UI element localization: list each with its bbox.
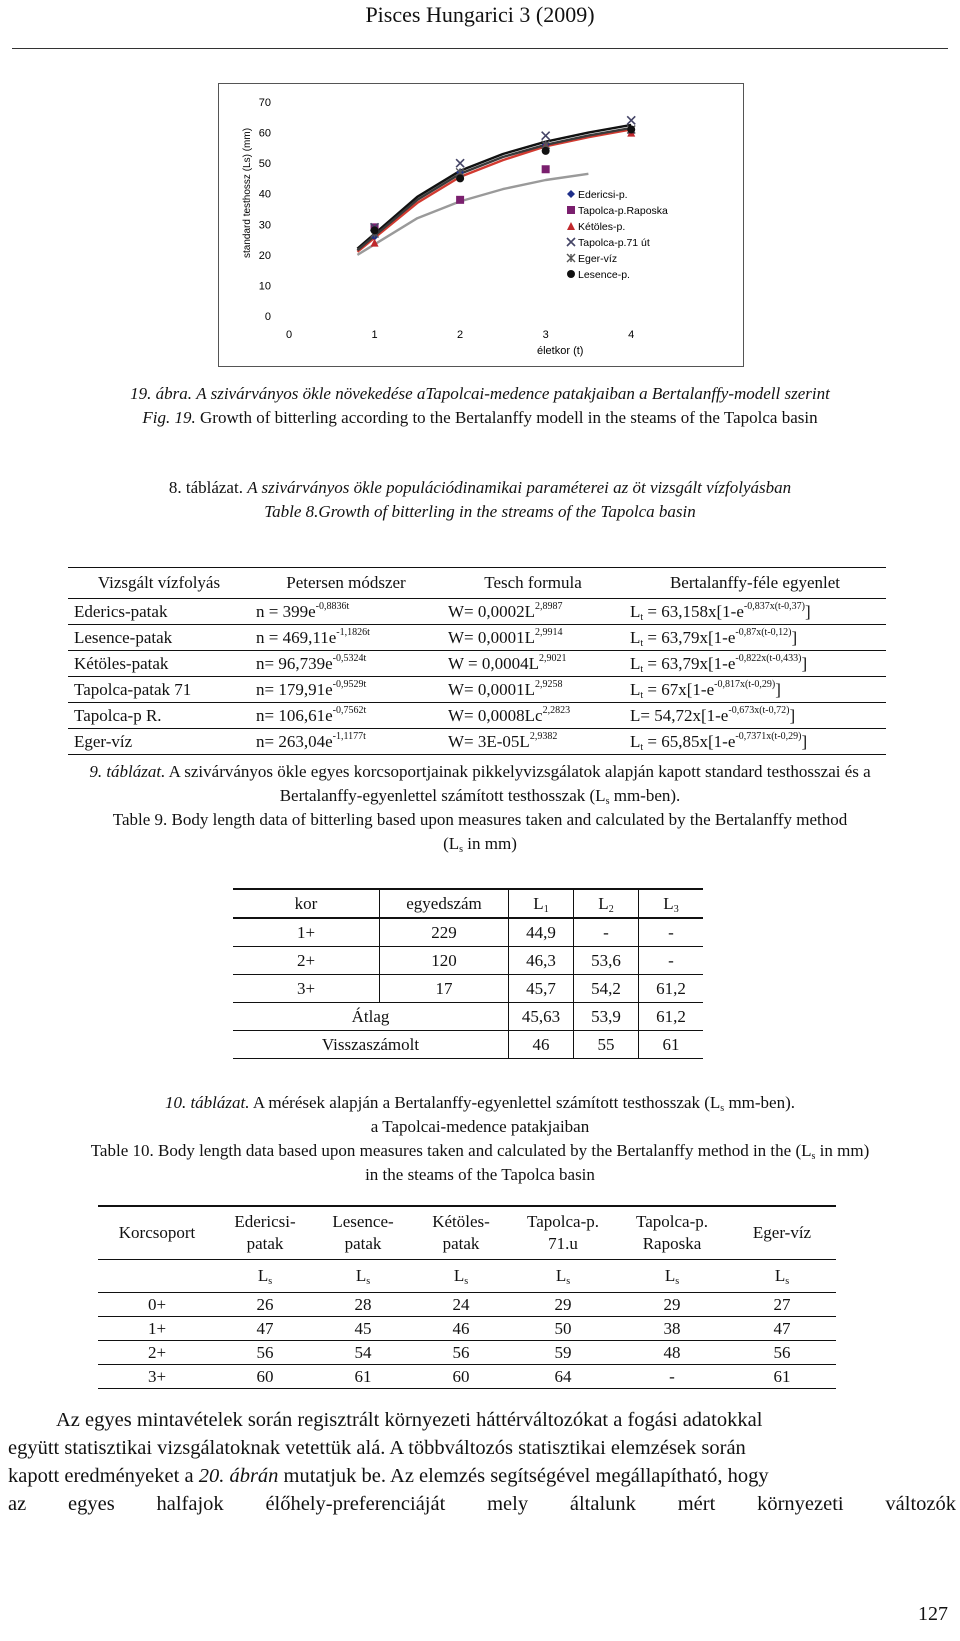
table8-row <box>68 677 886 703</box>
table10-ls-cell <box>98 1260 216 1293</box>
table8-cell: $W= 0,0001L^{2,9258}$ <box>442 677 624 703</box>
table9-header-l3: $L_3$ <box>639 889 704 918</box>
table8-cell: $L_t = 63,79x[1-e^{-0,87x(t-0,12)}]$ <box>624 625 886 651</box>
table10 <box>98 1205 836 1389</box>
table8-cell: $W= 3E-05L^{2,9382}$ <box>442 729 624 755</box>
table9-cell: - <box>574 918 639 947</box>
table10-cell: 3+ <box>98 1365 216 1389</box>
table10-ls-cell: $L_s$ <box>728 1260 836 1293</box>
table8-row <box>68 703 886 729</box>
table9-cell: Átlag <box>233 1003 509 1031</box>
table10-cell: 61 <box>314 1365 412 1389</box>
table10-row <box>98 1341 836 1365</box>
table10-ls-row <box>98 1260 836 1293</box>
data-point <box>567 206 575 214</box>
table8-cell: Eger-víz <box>68 729 250 755</box>
table8-cell: $L_t = 63,158x[1-e^{-0,837x(t-0,37)}]$ <box>624 599 886 625</box>
table9-caption-en-1: Table 9. Body length data of bitterling based upon measures taken and calculated by the Bertalanffy method <box>112 810 848 829</box>
table10-header: Eger-víz <box>728 1206 836 1260</box>
x-tick-label: 4 <box>628 329 635 341</box>
table8-cell: $n= 263,04e^{-1,1177t}$ <box>250 729 442 755</box>
table10-caption-hu-1: 10. táblázat. A mérések alapján a Bertalanffy-egyenlettel számított testhosszak ($L_s$ mm-ben). <box>164 1093 796 1114</box>
table10-cell: 48 <box>616 1341 728 1365</box>
table9-header-l2: $L_2$ <box>574 889 639 918</box>
table9-cell: 45,63 <box>509 1003 574 1031</box>
table10-cell: 56 <box>412 1341 510 1365</box>
table10-cell: 56 <box>728 1341 836 1365</box>
table9-cell: 2+ <box>233 947 380 975</box>
table8-cell: Tapolca-patak 71 <box>68 677 250 703</box>
data-point <box>542 147 550 155</box>
table9-header-kor: kor <box>233 889 380 918</box>
table9-row-visszaszamolt <box>233 1031 703 1059</box>
data-point <box>567 222 575 230</box>
figure-caption-en: Fig. 19. Growth of bitterling according to the Bertalanffy modell in the steams of the Tapolca basin <box>142 408 818 427</box>
table8-cell: $L_t = 63,79x[1-e^{-0,822x(t-0,433)}]$ <box>624 651 886 677</box>
table10-cell: 60 <box>216 1365 314 1389</box>
x-tick-label: 0 <box>285 329 293 341</box>
data-point <box>627 116 635 124</box>
table9-cell: 46 <box>509 1031 574 1059</box>
table8-cell: $L_t = 67x[1-e^{-0,817x(t-0,29)}]$ <box>624 677 886 703</box>
table8-cell: $W = 0,0004L^{2,9021}$ <box>442 651 624 677</box>
table10-header: Korcsoport <box>98 1206 216 1260</box>
table8-cell: $W= 0,0001L^{2,9914}$ <box>442 625 624 651</box>
data-point <box>542 165 550 173</box>
table8-row <box>68 599 886 625</box>
table9-cell: 44,9 <box>509 918 574 947</box>
table10-ls-cell: $L_s$ <box>616 1260 728 1293</box>
table8-cell: Lesence-patak <box>68 625 250 651</box>
table9-cell: 54,2 <box>574 975 639 1003</box>
table9-cell: - <box>639 947 704 975</box>
table10-ls-cell: $L_s$ <box>510 1260 616 1293</box>
data-point <box>567 254 575 262</box>
y-tick-label: 50 <box>258 158 271 171</box>
data-point <box>456 159 464 167</box>
table9-caption-hu-1: 9. táblázat. A szivárványos ökle egyes korcsoportjainak pikkelyvizsgálatok alapján kapott standard testhosszai és a <box>89 762 871 781</box>
table10-caption-en-1: Table 10. Body length data based upon measures taken and calculated by the Bertalanffy method in the ($L_s$ in mm) <box>90 1141 870 1162</box>
legend-label: Edericsi-p. <box>578 189 628 201</box>
table10-cell: 60 <box>412 1365 510 1389</box>
table10-ls-cell: $L_s$ <box>216 1260 314 1293</box>
x-axis-label: életkor (t) <box>537 345 584 357</box>
table10-header: Lesence- patak <box>314 1206 412 1260</box>
table8-header: Vizsgált vízfolyás <box>68 568 250 599</box>
table10-row <box>98 1293 836 1317</box>
table8-header: Petersen módszer <box>250 568 442 599</box>
legend-label: Kétöles-p. <box>578 221 626 233</box>
table8-header: Tesch formula <box>442 568 624 599</box>
table10-cell: 38 <box>616 1317 728 1341</box>
table8-cell: $n = 469,11e^{-1,1826t}$ <box>250 625 442 651</box>
y-tick-label: 60 <box>258 127 271 140</box>
data-point <box>567 190 575 198</box>
table9-cell: 61 <box>639 1031 704 1059</box>
table9-header-l1: $L_1$ <box>509 889 574 918</box>
y-tick-label: 30 <box>258 219 271 232</box>
table8-cell: Tapolca-p R. <box>68 703 250 729</box>
table8-cell: $n= 106,61e^{-0,7562t}$ <box>250 703 442 729</box>
table8-header: Bertalanffy-féle egyenlet <box>624 568 886 599</box>
x-tick-label: 2 <box>457 329 464 341</box>
table9-cell: 61,2 <box>639 975 704 1003</box>
table10-header: Tapolca-p. Raposka <box>616 1206 728 1260</box>
table9-cell: 120 <box>380 947 509 975</box>
table10-row <box>98 1365 836 1389</box>
table9 <box>233 888 703 1059</box>
table9-caption-en-2: ($L_s$ in mm) <box>443 834 517 855</box>
table10-cell: 29 <box>510 1293 616 1317</box>
table10-cell: 29 <box>616 1293 728 1317</box>
table10-header: Kétöles- patak <box>412 1206 510 1260</box>
y-axis-label: standard testhossz (Ls) (mm) <box>242 127 253 258</box>
legend-label: Tapolca-p.Raposka <box>578 205 668 217</box>
table10-cell: 54 <box>314 1341 412 1365</box>
table9-cell: 61,2 <box>639 1003 704 1031</box>
journal-header: Pisces Hungarici 3 (2009) <box>365 2 595 27</box>
table10-row <box>98 1317 836 1341</box>
table8-caption-en: Table 8.Growth of bitterling in the streams of the Tapolca basin <box>264 502 696 521</box>
data-point <box>456 196 464 204</box>
table9-cell: 55 <box>574 1031 639 1059</box>
table10-cell: - <box>616 1365 728 1389</box>
header-rule <box>12 48 948 49</box>
legend-label: Tapolca-p.71 út <box>578 237 650 249</box>
table10-cell: 45 <box>314 1317 412 1341</box>
table9-caption-hu-2: Bertalanffy-egyenlettel számított testhosszak ($L_s$ mm-ben). <box>279 786 681 807</box>
table10-ls-cell: $L_s$ <box>314 1260 412 1293</box>
table10-cell: 24 <box>412 1293 510 1317</box>
table10-header: Tapolca-p. 71.u <box>510 1206 616 1260</box>
table9-cell: 45,7 <box>509 975 574 1003</box>
table8-row <box>68 625 886 651</box>
table10-cell: 56 <box>216 1341 314 1365</box>
table8-cell: Ederics-patak <box>68 599 250 625</box>
figure-caption-hu: 19. ábra. A szivárványos ökle növekedése aTapolcai-medence patakjaiban a Bertalanffy-modell szerint <box>130 384 830 403</box>
table10-cell: 50 <box>510 1317 616 1341</box>
table9-row <box>233 975 703 1003</box>
page-number: 127 <box>918 1603 948 1625</box>
table9-cell: 46,3 <box>509 947 574 975</box>
body-line-2: együtt statisztikai vizsgálatoknak vetettük alá. A többváltozós statisztikai elemzések során <box>8 1437 746 1459</box>
table8-row <box>68 729 886 755</box>
table8-cell: $W= 0,0002L^{2,8987}$ <box>442 599 624 625</box>
table8-cell: $L= 54,72x[1-e^{-0,673x(t-0,72)}]$ <box>624 703 886 729</box>
table9-cell: 1+ <box>233 918 380 947</box>
data-point <box>567 270 575 278</box>
table8-cell: $L_t = 65,85x[1-e^{-0,7371x(t-0,29)}]$ <box>624 729 886 755</box>
table9-cell: Visszaszámolt <box>233 1031 509 1059</box>
body-line-4: az egyes halfajok élőhely-preferenciáját mely általunk mért környezeti változók <box>8 1493 956 1515</box>
table10-cell: 47 <box>216 1317 314 1341</box>
table10-cell: 64 <box>510 1365 616 1389</box>
table10-cell: 1+ <box>98 1317 216 1341</box>
data-point <box>627 126 635 134</box>
table8-row <box>68 651 886 677</box>
figure-frame <box>218 83 744 367</box>
legend-label: Lesence-p. <box>578 269 630 281</box>
y-tick-label: 20 <box>258 249 271 262</box>
growth-chart <box>219 84 743 366</box>
table10-cell: 28 <box>314 1293 412 1317</box>
table9-cell: - <box>639 918 704 947</box>
table10-caption-hu-2: a Tapolcai-medence patakjaiban <box>370 1117 590 1136</box>
y-tick-label: 40 <box>258 188 271 201</box>
table9-row <box>233 918 703 947</box>
table9-cell: 229 <box>380 918 509 947</box>
table10-cell: 47 <box>728 1317 836 1341</box>
table9-header-egyedszam: egyedszám <box>380 889 509 918</box>
growth-curve <box>357 174 588 255</box>
data-point <box>567 238 575 246</box>
table8-cell: $n= 96,739e^{-0,5324t}$ <box>250 651 442 677</box>
table9-cell: 3+ <box>233 975 380 1003</box>
data-point <box>456 174 464 182</box>
table10-cell: 46 <box>412 1317 510 1341</box>
table8-caption-hu: 8. táblázat. A szivárványos ökle populációdinamikai paraméterei az öt vizsgált vízfolyásban <box>168 478 792 497</box>
table10-header: Edericsi- patak <box>216 1206 314 1260</box>
data-point <box>542 132 550 140</box>
table8-cell: $W= 0,0008Lc^{2,2823}$ <box>442 703 624 729</box>
table10-cell: 26 <box>216 1293 314 1317</box>
table8-cell: $n = 399e^{-0,8836t}$ <box>250 599 442 625</box>
table9-cell: 17 <box>380 975 509 1003</box>
body-line-1: Az egyes mintavételek során regisztrált környezeti háttérváltozókat a fogási adatokkal <box>56 1409 763 1431</box>
x-tick-label: 3 <box>542 329 549 341</box>
table10-cell: 0+ <box>98 1293 216 1317</box>
body-line-3: kapott eredményeket a 20. ábrán mutatjuk be. Az elemzés segítségével megállapítható, hogy <box>8 1465 769 1487</box>
table10-ls-cell: $L_s$ <box>412 1260 510 1293</box>
table8 <box>68 567 886 755</box>
y-tick-label: 0 <box>264 311 271 323</box>
table9-row-atlag <box>233 1003 703 1031</box>
table10-cell: 59 <box>510 1341 616 1365</box>
table9-row <box>233 947 703 975</box>
table8-cell: Kétöles-patak <box>68 651 250 677</box>
table8-cell: $n= 179,91e^{-0,9529t}$ <box>250 677 442 703</box>
table10-caption-en-2: in the steams of the Tapolca basin <box>365 1165 595 1184</box>
y-tick-label: 70 <box>258 97 271 109</box>
table10-cell: 2+ <box>98 1341 216 1365</box>
data-point <box>371 226 379 234</box>
table9-cell: 53,6 <box>574 947 639 975</box>
legend-label: Eger-víz <box>578 253 618 265</box>
y-tick-label: 10 <box>258 280 271 293</box>
table10-cell: 61 <box>728 1365 836 1389</box>
x-tick-label: 1 <box>371 329 378 341</box>
table9-cell: 53,9 <box>574 1003 639 1031</box>
table10-cell: 27 <box>728 1293 836 1317</box>
